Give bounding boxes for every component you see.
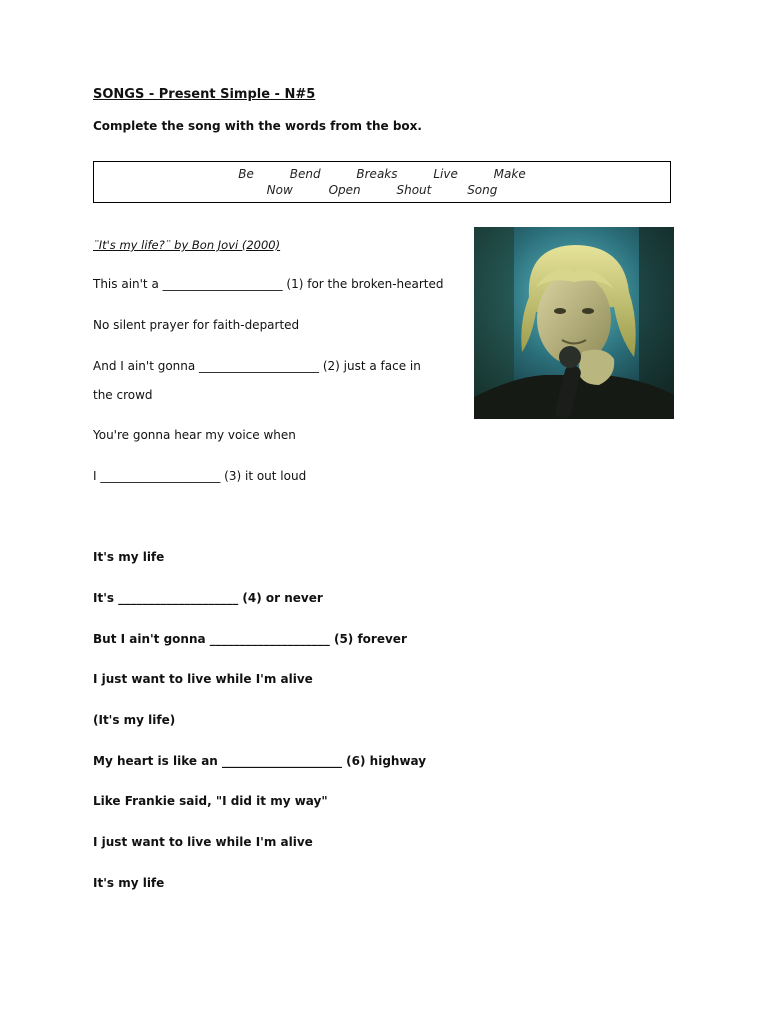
word-box-item: Song [467, 183, 498, 197]
word-box [93, 161, 671, 203]
chorus-line: (It's my life) [93, 713, 176, 727]
singer-photo [474, 227, 674, 419]
word-box-item: Bend [289, 167, 321, 181]
lyric-line: This ain't a ____________________ (1) for the broken-hearted [93, 277, 444, 291]
word-box-item: Shout [396, 183, 432, 197]
chorus-line: I just want to live while I'm alive [93, 835, 313, 849]
worksheet-title: SONGS - Present Simple - N#5 [93, 87, 316, 102]
word-box-item: Open [328, 183, 361, 197]
word-box-item: Live [433, 167, 458, 181]
lyric-line: And I ain't gonna ____________________ (2) just a face in [93, 359, 421, 373]
chorus-line: My heart is like an ____________________ (6) highway [93, 754, 427, 768]
song-title: ¨It's my life?¨ by Bon Jovi (2000) [93, 238, 281, 252]
instructions: Complete the song with the words from the box. [93, 119, 422, 133]
word-box-item: Make [493, 167, 526, 181]
lyric-line: I ____________________ (3) it out loud [93, 469, 307, 483]
chorus-line: It's my life [93, 550, 165, 564]
word-box-item: Breaks [356, 167, 398, 181]
word-box-row [94, 167, 670, 181]
chorus-line: But I ain't gonna ____________________ (5) forever [93, 632, 407, 646]
word-box-item: Now [266, 183, 293, 197]
chorus-line: Like Frankie said, "I did it my way" [93, 794, 328, 808]
word-box-row [94, 183, 670, 197]
chorus-line: It's my life [93, 876, 165, 890]
lyric-line: You're gonna hear my voice when [93, 428, 296, 442]
lyric-line: the crowd [93, 388, 153, 402]
word-box-item: Be [238, 167, 254, 181]
chorus-line: I just want to live while I'm alive [93, 672, 313, 686]
lyric-line: No silent prayer for faith-departed [93, 318, 300, 332]
chorus-line: It's ____________________ (4) or never [93, 591, 323, 605]
